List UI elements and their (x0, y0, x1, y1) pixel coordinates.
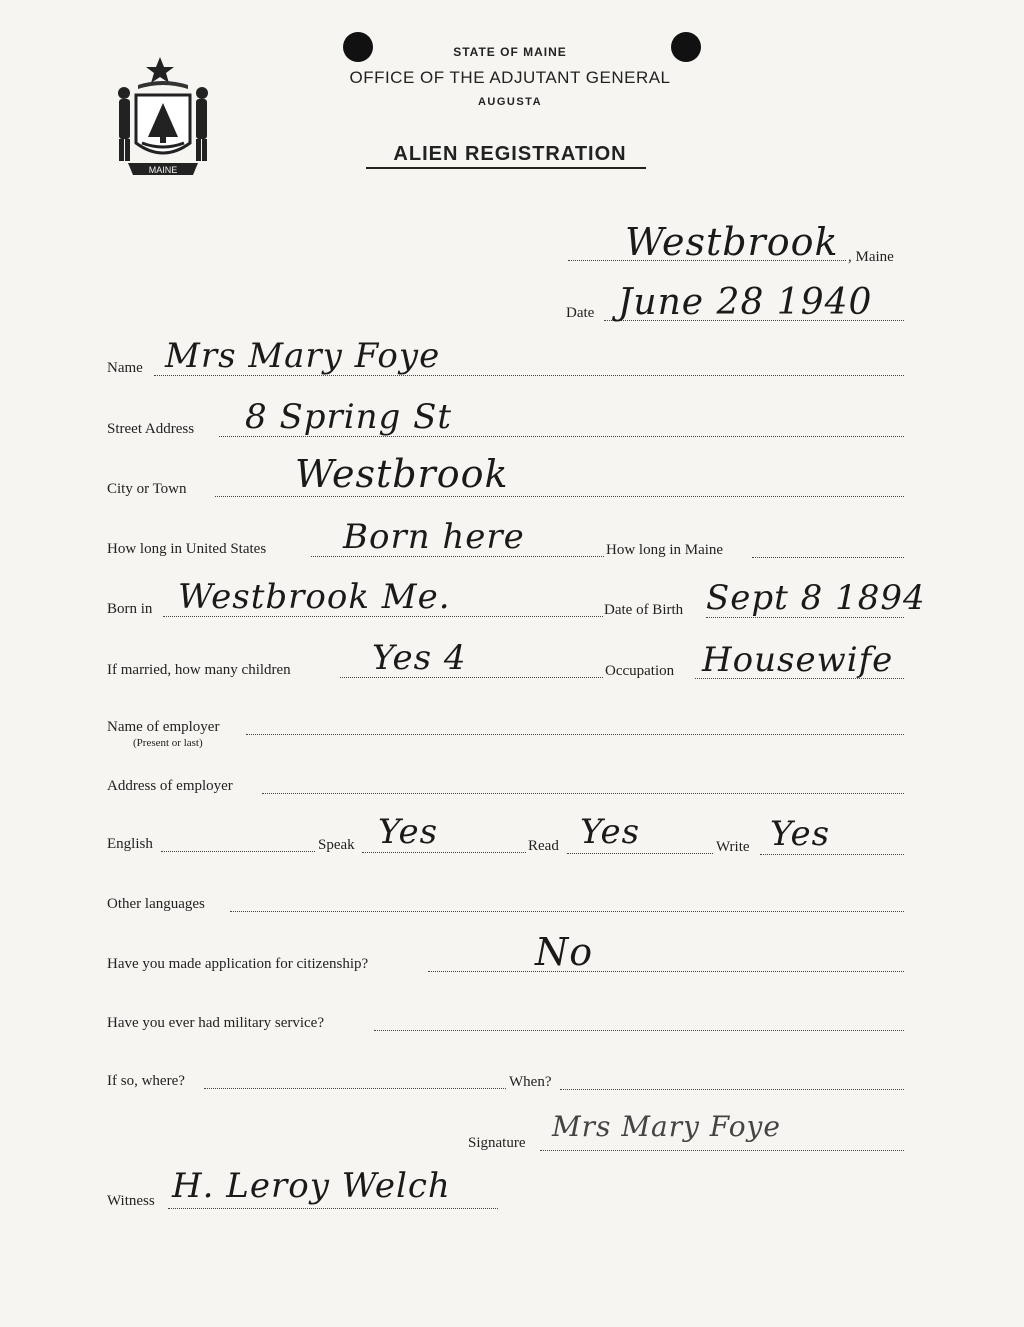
state-seal-icon (108, 55, 218, 180)
write-label: Write (716, 839, 750, 855)
form-title: ALIEN REGISTRATION (393, 143, 627, 165)
header-office: OFFICE OF THE ADJUTANT GENERAL (349, 68, 671, 87)
how-long-us-label: How long in United States (107, 541, 267, 557)
how-long-us-value[interactable]: Born here (343, 517, 525, 557)
employer-name-label: Name of employer (107, 719, 220, 735)
speak-value[interactable]: Yes (378, 812, 439, 852)
english-label: English (107, 836, 153, 852)
witness-line (168, 1208, 498, 1209)
employer-address-label: Address of employer (107, 778, 233, 794)
born-in-label: Born in (107, 601, 153, 617)
citizenship-line (428, 971, 904, 972)
date-value[interactable]: June 28 1940 (618, 282, 873, 323)
header-city: AUGUSTA (477, 96, 543, 108)
name-label: Name (107, 360, 143, 376)
maine-label: , Maine (848, 249, 894, 265)
street-value[interactable]: 8 Spring St (245, 397, 453, 437)
employer-name-line[interactable] (246, 734, 904, 735)
signature-value[interactable]: Mrs Mary Foye (552, 1110, 781, 1143)
how-long-maine-label: How long in Maine (606, 542, 724, 558)
employer-note-label: (Present or last) (133, 737, 203, 749)
header-state: STATE OF MAINE (453, 45, 567, 59)
other-languages-line[interactable] (230, 911, 904, 912)
when-label: When? (509, 1074, 552, 1090)
children-value[interactable]: Yes 4 (372, 638, 467, 678)
place-value[interactable]: Westbrook (625, 220, 839, 264)
city-value[interactable]: Westbrook (295, 452, 509, 496)
speak-label: Speak (318, 837, 355, 853)
occupation-value[interactable]: Housewife (702, 640, 894, 680)
citizenship-value[interactable]: No (535, 930, 594, 974)
write-value[interactable]: Yes (770, 814, 831, 854)
witness-label: Witness (107, 1193, 155, 1209)
where-label: If so, where? (107, 1073, 185, 1089)
signature-label: Signature (468, 1135, 526, 1151)
children-label: If married, how many children (107, 662, 291, 678)
born-in-value[interactable]: Westbrook Me. (178, 577, 451, 617)
where-line[interactable] (204, 1088, 506, 1089)
speak-line (362, 852, 526, 853)
title-underline (366, 167, 646, 169)
write-line (760, 854, 904, 855)
military-line[interactable] (374, 1030, 904, 1031)
date-of-birth-label: Date of Birth (604, 602, 684, 618)
read-value[interactable]: Yes (580, 812, 641, 852)
name-value[interactable]: Mrs Mary Foye (165, 336, 441, 376)
read-label: Read (528, 838, 559, 854)
when-line[interactable] (560, 1089, 904, 1090)
date-of-birth-value[interactable]: Sept 8 1894 (706, 578, 926, 618)
english-line (161, 851, 315, 852)
signature-line (540, 1150, 904, 1151)
occupation-label: Occupation (605, 663, 675, 679)
city-line (215, 496, 904, 497)
witness-value[interactable]: H. Leroy Welch (172, 1166, 451, 1206)
street-label: Street Address (107, 421, 195, 437)
other-languages-label: Other languages (107, 896, 205, 912)
date-label: Date (566, 305, 595, 321)
read-line (567, 853, 713, 854)
city-label: City or Town (107, 481, 187, 497)
employer-address-line[interactable] (262, 793, 904, 794)
military-label: Have you ever had military service? (107, 1015, 324, 1031)
svg-text:MAINE: MAINE (148, 165, 178, 175)
how-long-maine-line (752, 557, 904, 558)
citizenship-label: Have you made application for citizenship? (107, 956, 369, 972)
